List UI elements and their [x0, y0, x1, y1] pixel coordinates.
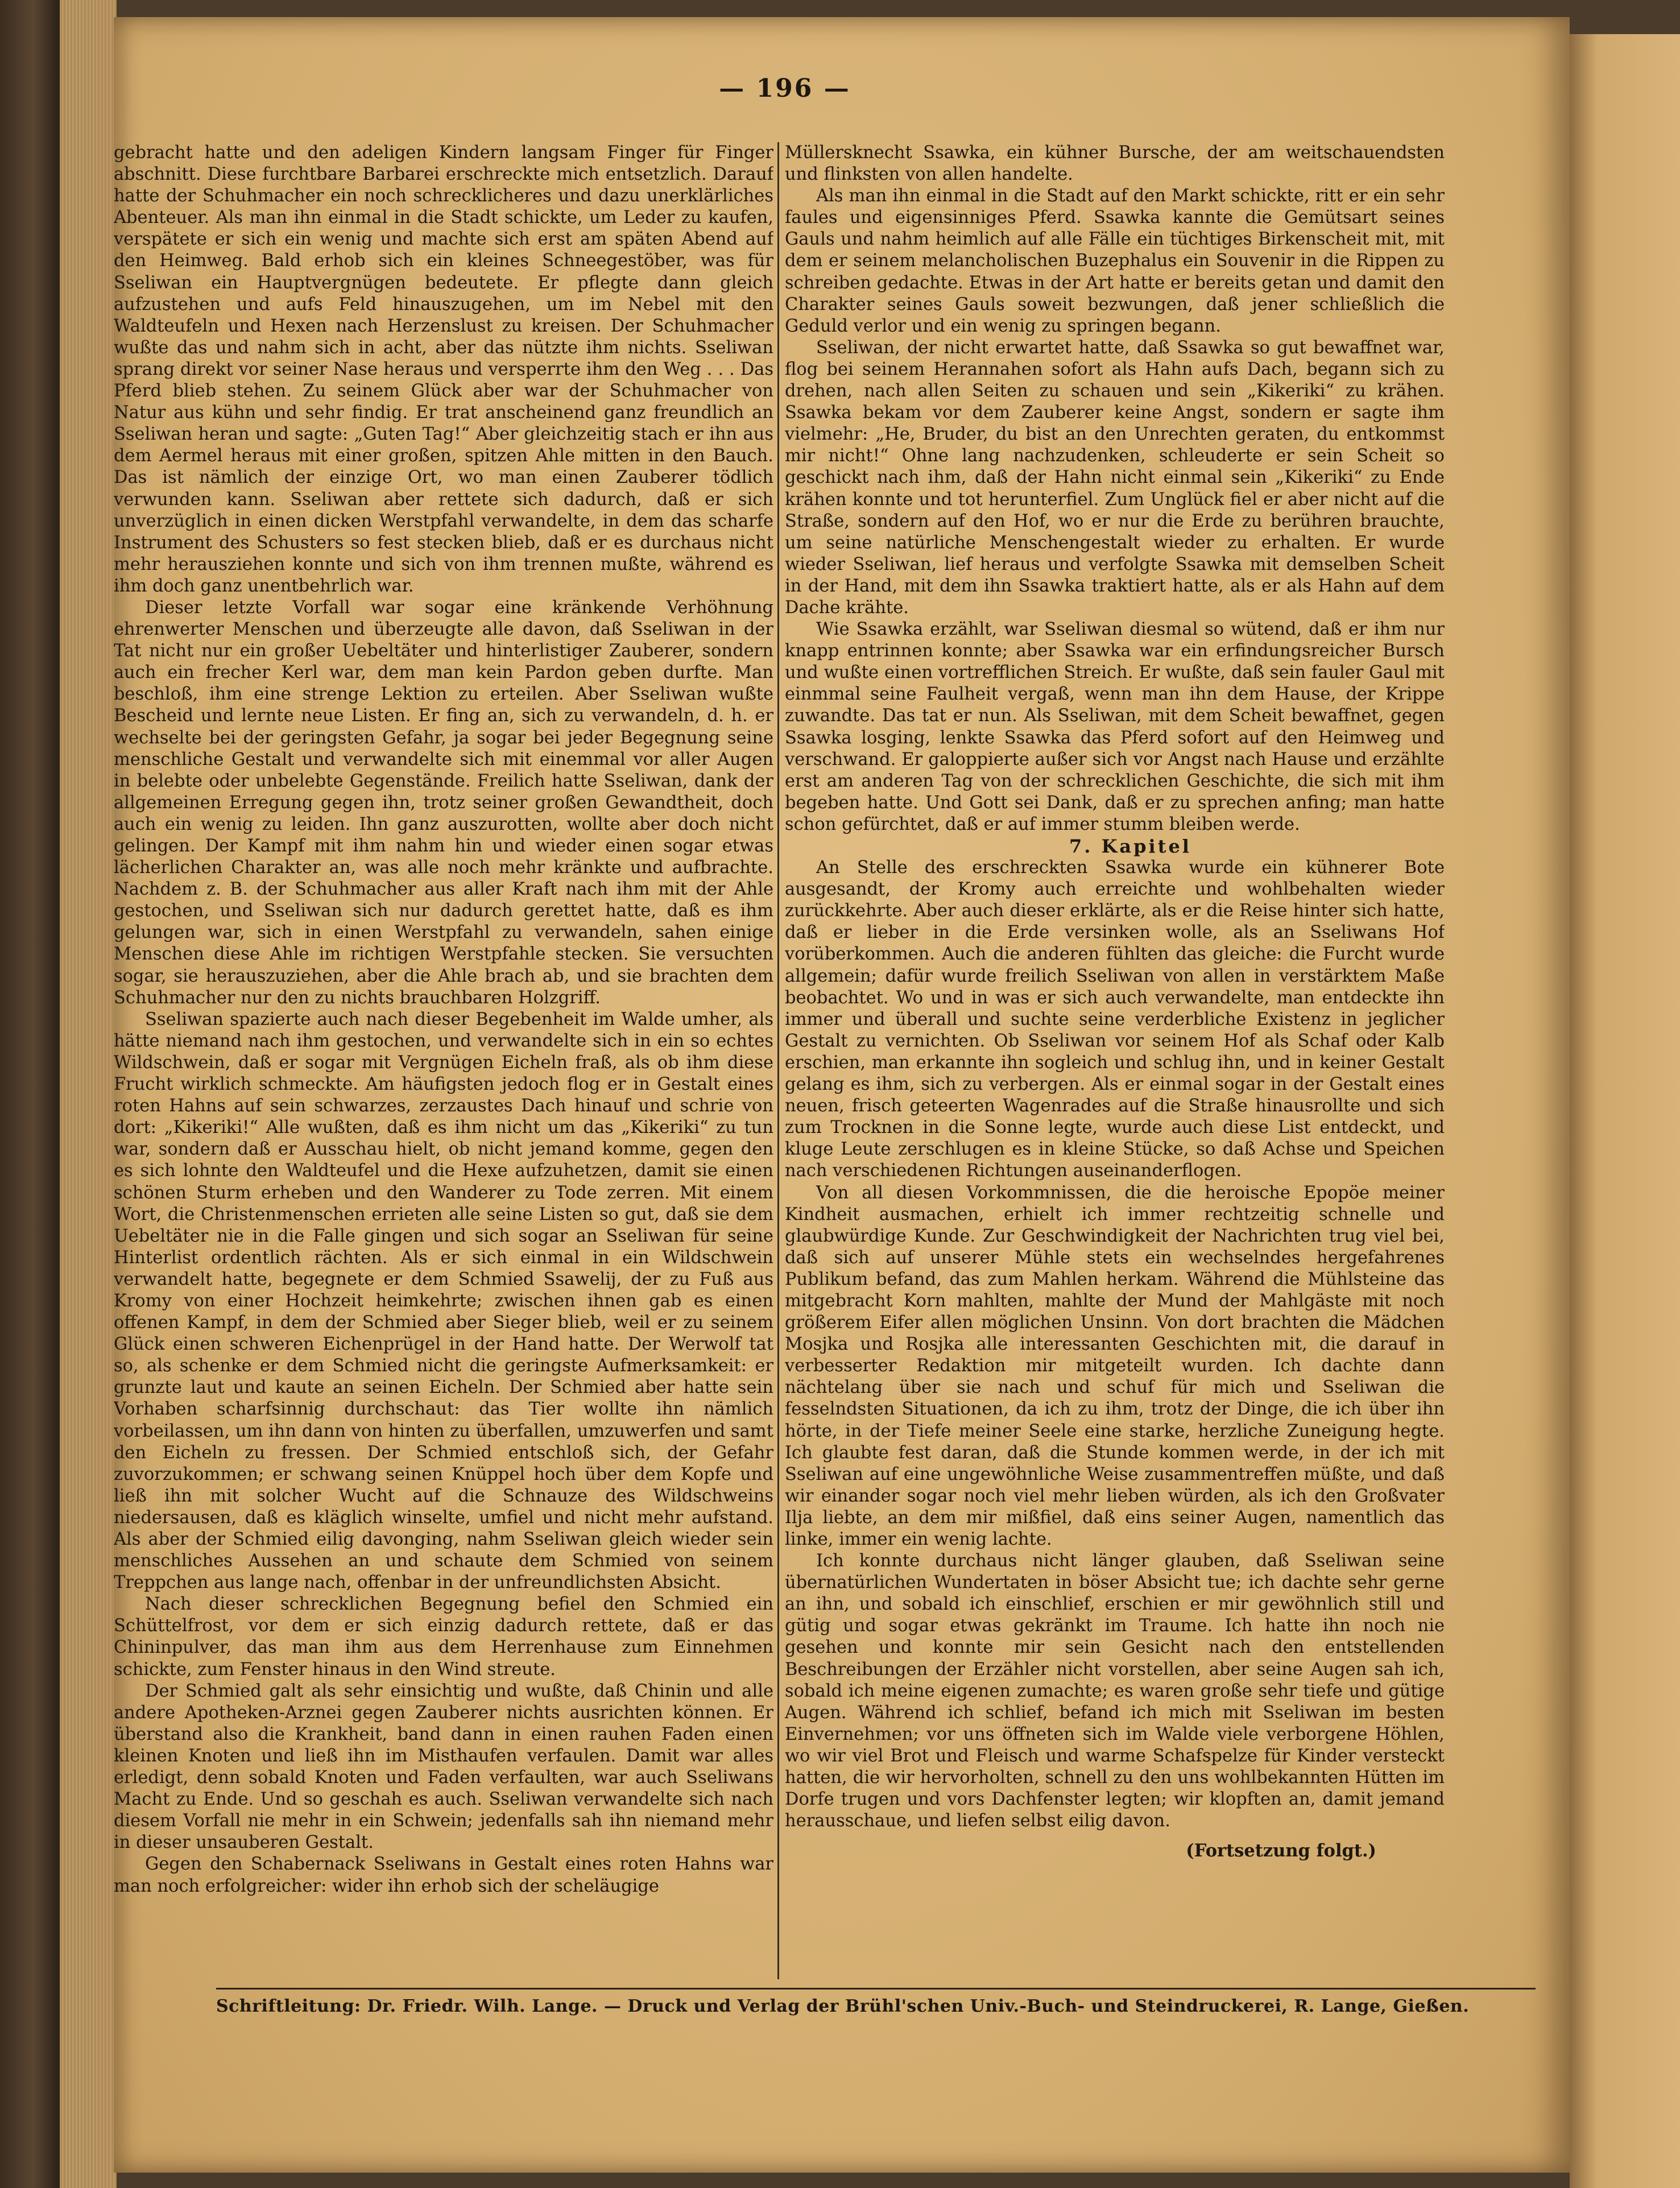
book-binding — [0, 0, 60, 2188]
paragraph: Der Schmied galt als sehr einsichtig und wußte, daß Chinin und alle andere Apotheken-Arznei gegen Zauberer nichts ausrichten können. Er überstand also die Krankheit, band dann in einen rauhen Faden einen kleinen Knoten und ließ ihn im Misthaufen verfaulen. Damit war alles erledigt, denn sobald Knoten und Faden verfaulten, war auch Sseliwans Macht zu Ende. Und so geschah es auch. Sseliwan verwandelte sich nach diesem Vorfall nie mehr in ein Schwein; jedenfalls sah ihn niemand mehr in dieser unsauberen Gestalt. — [114, 1681, 773, 1853]
paragraph: Dieser letzte Vorfall war sogar eine kränkende Verhöhnung ehrenwerter Menschen und überzeugte alle davon, daß Sseliwan in der Tat nicht nur ein großer Uebeltäter und hinterlistiger Zauberer, sondern auch ein frecher Kerl war, dem man kein Pardon geben durfte. Man beschloß, ihm eine strenge Lektion zu erteilen. Aber Sseliwan wußte Bescheid und lernte neue Listen. Er fing an, sich zu verwandeln, d. h. er wechselte bei der geringsten Gefahr, ja sogar bei jeder Begegnung seine menschliche Gestalt und verwandelte sich mit einemmal vor aller Augen in belebte oder unbelebte Gegenstände. Freilich hatte Sseliwan, dank der allgemeinen Erregung gegen ihn, trotz seiner großen Gewandtheit, doch auch ein wenig zu leiden. Ihn ganz auszurotten, wollte aber doch nicht gelingen. Der Kampf mit ihm nahm hin und wieder einen sogar etwas lächerlichen Charakter an, was alle noch mehr kränkte und aufbrachte. Nachdem z. B. der Schuhmacher aus aller Kraft nach ihm mit der Ahle gestochen, und Sseliwan sich nur dadurch gerettet hatte, daß es ihm gelungen war, sich in einen Werstpfahl zu verwandeln, sahen einige Menschen diese Ahle im richtigen Werstpfahle stecken. Sie versuchten sogar, sie herauszuziehen, aber die Ahle brach ab, und sie brachten dem Schuhmacher nur den zu nichts brauchbaren Holzgriff. — [114, 597, 773, 1008]
paragraph: Sseliwan spazierte auch nach dieser Begebenheit im Walde umher, als hätte niemand nach ihm gestochen, und verwandelte sich in ein so echtes Wildschwein, daß er sogar mit Vergnügen Eicheln fraß, als ob ihm diese Frucht wirklich schmeckte. Am häufigsten jedoch flog er in Gestalt eines roten Hahns auf sein schwarzes, zerzaustes Dach hinauf und schrie von dort: „Kikeriki!“ Alle wußten, daß es ihm nicht um das „Kikeriki“ zu tun war, sondern daß er Ausschau hielt, ob nicht jemand komme, gegen den es sich lohnte den Waldteufel und die Hexe aufzuhetzen, damit sie einen schönen Sturm erheben und den Wanderer zu Tode zerren. Mit einem Wort, die Christenmenschen errieten alle seine Listen so gut, daß sie dem Uebeltäter nie in die Falle gingen und sich sogar an Sseliwan für seine Hinterlist ordentlich rächten. Als er sich einmal in ein Wildschwein verwandelt hatte, begegnete er dem Schmied Ssawelij, der zu Fuß aus Kromy von einer Hochzeit heimkehrte; zwischen ihnen gab es einen offenen Kampf, in dem der Schmied aber Sieger blieb, weil er zu seinem Glück einen schweren Eichenprügel in der Hand hatte. Der Werwolf tat so, als schenke er dem Schmied nicht die geringste Aufmerksamkeit: er grunzte laut und kaute an seinen Eicheln. Der Schmied aber hatte sein Vorhaben scharfsinnig durchschaut: das Tier wollte ihn nämlich vorbeilassen, um ihn dann von hinten zu überfallen, umzuwerfen und samt den Eicheln zu fressen. Der Schmied entschloß sich, der Gefahr zuvorzukommen; er schwang seinen Knüppel hoch über dem Kopfe und ließ ihn mit solcher Wucht auf die Schnauze des Wildschweins niedersausen, daß es kläglich winselte, umfiel und nicht mehr aufstand. Als aber der Schmied eilig davonging, nahm Sseliwan gleich wieder sein menschliches Aussehen an und schaute dem Schmied von seinem Treppchen aus lange nach, offenbar in der unfreundlichsten Absicht. — [114, 1009, 773, 1593]
paragraph: Müllersknecht Ssawka, ein kühner Bursche, der am weitschauendsten und flinksten von allen handelte. — [785, 143, 1445, 185]
chapter-heading: 7. Kapitel — [1069, 836, 1191, 857]
paragraph: An Stelle des erschreckten Ssawka wurde ein kühnerer Bote ausgesandt, der Kromy auch erreichte und wohlbehalten wieder zurückkehrte. Aber auch dieser erklärte, als er die Reise hinter sich hatte, daß er lieber in die Erde versinken wolle, als an Sseliwans Hof vorüberkommen. Auch die anderen fühlten das gleiche: die Furcht wurde allgemein; dafür wurde freilich Sseliwan von allen in verstärktem Maße beobachtet. Wo und in was er sich auch verwandelte, man entdeckte ihn immer und überall und suchte seine verderbliche Existenz in jeglicher Gestalt zu vernichten. Ob Sseliwan vor seinem Hof als Schaf oder Kalb erschien, man erkannte ihn sogleich und schlug ihn, und in keiner Gestalt gelang es ihm, sich zu verbergen. Als er einmal sogar in der Gestalt eines neuen, frisch geteerten Wagenrades auf die Straße hinausrollte und sich zum Trocknen in die Sonne legte, wurde auch diese List entdeckt, und kluge Leute zerschlugen es in kleine Stücke, so daß Achse und Speichen nach verschiedenen Richtungen auseinanderflogen. — [785, 858, 1445, 1181]
paragraph: Von all diesen Vorkommnissen, die die heroische Epopöe meiner Kindheit ausmachen, erhielt ich immer rechtzeitig schnelle und glaubwürdige Kunde. Zur Geschwindigkeit der Nachrichten trug viel bei, daß sich auf unserer Mühle stets ein wechselndes hergefahrenes Publikum befand, das zum Mahlen herkam. Während die Mühlsteine das mitgebracht Korn mahlten, mahlte der Mund der Mahlgäste mit noch größerem Eifer allen möglichen Unsinn. Von dort brachten die Mädchen Mosjka und Rosjka alle interessanten Geschichten mit, die darauf in verbesserter Redaktion mir mitgeteilt wurden. Ich dachte dann nächtelang über sie nach und schuf für mich und Sseliwan die fesselndsten Situationen, da ich zu ihm, trotz der Dinge, die ich über ihn hörte, in der Tiefe meiner Seele eine starke, herzliche Zuneigung hegte. Ich glaubte fest daran, daß die Stunde kommen werde, in der ich mit Sseliwan auf eine ungewöhnliche Weise zusammentreffen müßte, und daß wir einander sogar noch viel mehr lieben würden, als ich den Großvater Ilja liebte, an dem mir mißfiel, daß eins seiner Augen, namentlich das linke, immer ein wenig lachte. — [785, 1182, 1445, 1549]
publisher-footer: Schriftleitung: Dr. Friedr. Wilh. Lange. — Druck und Verlag der Brühl'schen Univ.-Buch- und Steindruckerei, R. Lange, Gießen. — [216, 1996, 1470, 2016]
page-number: — 196 — — [719, 74, 851, 103]
footer-rule — [216, 1988, 1536, 1990]
column-divider — [777, 142, 779, 1979]
continuation-note: (Fortsetzung folgt.) — [1186, 1840, 1376, 1862]
facing-page-edge — [1570, 34, 1680, 2188]
right-column — [785, 142, 1445, 1985]
paragraph: Ich konnte durchaus nicht länger glauben, daß Sseliwan seine übernatürlichen Wundertaten in böser Absicht tue; ich dachte sehr gerne an ihn, und sobald ich einschlief, erschien er mir gewöhnlich still und gütig und sogar etwas gekränkt im Traume. Ich hatte ihn noch nie gesehen und konnte mir sein Gesicht nach den entstellenden Beschreibungen der Erzähler nicht vorstellen, aber seine Augen sah ich, sobald ich meine eigenen zumachte; es waren große sehr tiefe und gütige Augen. Während ich schlief, befand ich mich mit Sseliwan im besten Einvernehmen; vor uns öffneten sich im Walde viele verborgene Höhlen, wo wir viel Brot und Fleisch und warme Schafspelze für Kinder versteckt hatten, die wir hervorholten, schnell zu den uns wohlbekannten Hütten im Dorfe trugen und vors Dachfenster legten; wir klopften an, damit jemand herausschaue, und liefen selbst eilig davon. — [785, 1551, 1445, 1831]
left-column — [114, 142, 773, 1985]
paragraph: Sseliwan, der nicht erwartet hatte, daß Ssawka so gut bewaffnet war, flog bei seinem Herannahen sofort als Hahn aufs Dach, begann sich zu drehen, nach allen Seiten zu schauen und sein „Kikeriki“ zu krähen. Ssawka bekam vor dem Zauberer keine Angst, sondern er sagte ihm vielmehr: „He, Bruder, du bist an den Unrechten geraten, du entkommst mir nicht!“ Ohne lang nachzudenken, schleuderte er sein Scheit so geschickt nach ihm, daß der Hahn nicht einmal sein „Kikeriki“ zu Ende krähen konnte und tot herunterfiel. Zum Unglück fiel er aber nicht auf die Straße, sondern auf den Hof, wo er nur die Erde zu berühren brauchte, um seine natürliche Menschengestalt wieder zu erhalten. Er wurde wieder Sseliwan, lief heraus und verfolgte Ssawka mit demselben Scheit in der Hand, mit dem ihn Ssawka traktiert hatte, als er als Hahn auf dem Dache krähte. — [785, 337, 1445, 618]
paragraph: Als man ihn einmal in die Stadt auf den Markt schickte, ritt er ein sehr faules und eigensinniges Pferd. Ssawka kannte die Gemütsart seines Gauls und nahm heimlich auf alle Fälle ein tüchtiges Birkenscheit mit, mit dem er seinem melancholischen Buzephalus ein Souvenir in die Rippen zu schreiben gedachte. Etwas in der Art hatte er bereits getan und damit den Charakter seines Gauls soweit bezwungen, daß jener schließlich die Geduld verlor und ein wenig zu springen begann. — [785, 186, 1445, 336]
previous-page-stack — [60, 0, 117, 2188]
paragraph: Gegen den Schabernack Sseliwans in Gestalt eines roten Hahns war man noch erfolgreicher: wider ihn erhob sich der scheläugige — [114, 1854, 773, 1896]
paragraph: Nach dieser schrecklichen Begegnung befiel den Schmied ein Schüttelfrost, vor dem er sich einzig dadurch rettete, daß er das Chininpulver, das man ihm aus dem Herrenhause zum Einnehmen schickte, zum Fenster hinaus in den Wind streute. — [114, 1594, 773, 1680]
paragraph: gebracht hatte und den adeligen Kindern langsam Finger für Finger abschnitt. Diese furchtbare Barbarei erschreckte mich entsetzlich. Darauf hatte der Schuhmacher ein noch schrecklicheres und dazu unerklärliches Abenteuer. Als man ihn einmal in die Stadt schickte, um Leder zu kaufen, verspätete er sich ein wenig und machte sich erst am späten Abend auf den Heimweg. Bald erhob sich ein kleines Schneegestöber, was für Sseliwan ein Hauptvergnügen bedeutete. Er pflegte dann gleich aufzustehen und aufs Feld hinauszugehen, um im Nebel mit den Waldteufeln und Hexen nach Herzenslust zu kreisen. Der Schuhmacher wußte das und nahm sich in acht, aber das nützte ihm nichts. Sseliwan sprang direkt vor seiner Nase heraus und versperrte ihm den Weg . . . Das Pferd blieb stehen. Zu seinem Glück aber war der Schuhmacher von Natur aus kühn und sehr findig. Er trat anscheinend ganz freundlich an Sseliwan heran und sagte: „Guten Tag!“ Aber gleichzeitig stach er ihn aus dem Aermel heraus mit einer großen, spitzen Ahle mitten in den Bauch. Das ist nämlich der einzige Ort, wo man einen Zauberer tödlich verwunden kann. Sseliwan aber rettete sich dadurch, daß er sich unverzüglich in einen dicken Werstpfahl verwandelte, in dem das scharfe Instrument des Schusters so fest stecken blieb, daß er es durchaus nicht mehr herausziehen konnte und sich von ihm trennen mußte, während es ihm doch ganz unentbehrlich war. — [114, 143, 773, 596]
paragraph: Wie Ssawka erzählt, war Sseliwan diesmal so wütend, daß er ihm nur knapp entrinnen konnte; aber Ssawka war ein erfindungsreicher Bursch und wußte einen vortrefflichen Streich. Er wußte, daß sein fauler Gaul mit einmmal seine Faulheit vergaß, wenn man ihn dem Hause, der Krippe zuwandte. Das tat er nun. Als Sseliwan, mit dem Scheit bewaffnet, gegen Ssawka losging, lenkte Ssawka das Pferd sofort auf den Heimweg und verschwand. Er galoppierte außer sich vor Angst nach Hause und erzählte erst am anderen Tag von der schrecklichen Geschichte, die sich mit ihm begeben hatte. Und Gott sei Dank, daß er zu sprechen anfing; man hatte schon gefürchtet, daß er auf immer stumm bleiben werde. — [785, 619, 1445, 834]
